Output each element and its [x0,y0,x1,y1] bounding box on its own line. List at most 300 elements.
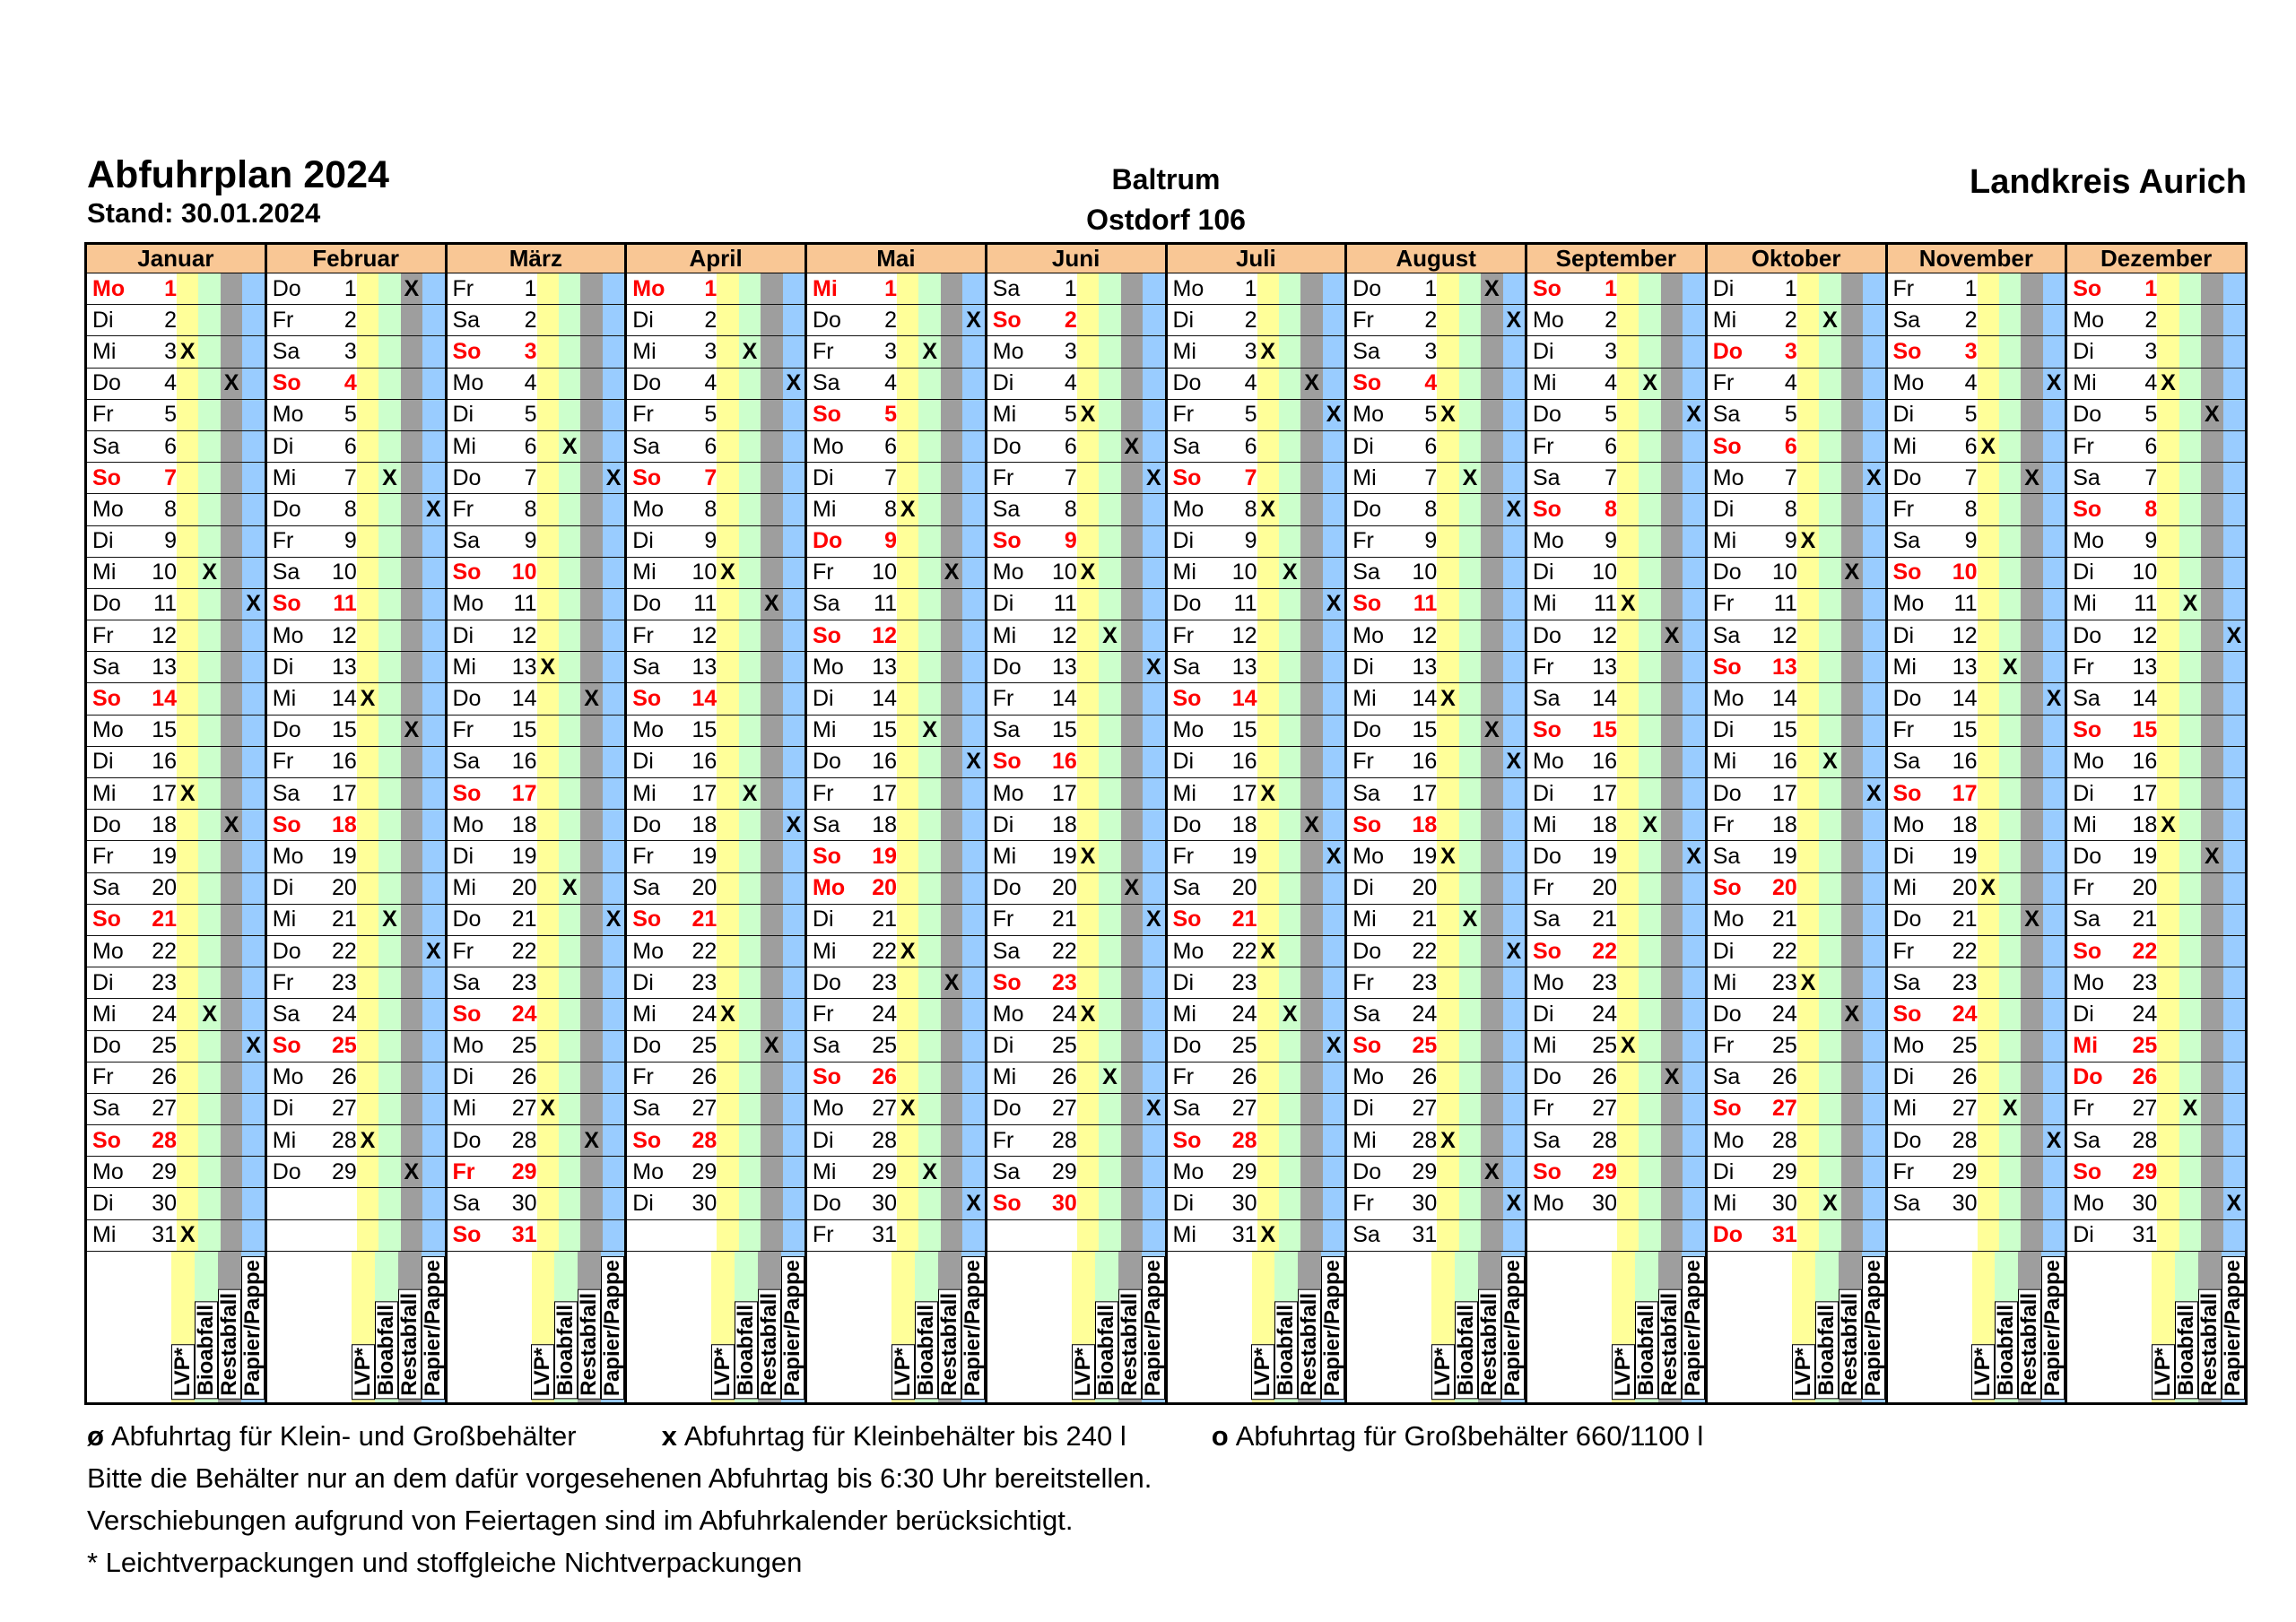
waste-stripe-cell [2043,526,2065,557]
day-row [2067,873,2245,905]
waste-stripe-cell [378,369,400,399]
waste-stripe-cell [537,1157,559,1187]
weekday-label: Sa [1172,433,1201,459]
waste-stripe-cell [1437,336,1458,367]
weekday-label: Mo [1712,906,1744,932]
waste-stripe-cell [1459,652,1481,682]
waste-stripe-cell [2021,273,2042,304]
waste-stripe-cell [242,778,264,809]
waste-stripe-cell [962,494,984,525]
waste-stripe-cell [1661,494,1683,525]
waste-stripe-cell [1279,999,1300,1029]
waste-type-label: LVP* [711,1344,735,1400]
waste-stripe-cell [1459,967,1481,998]
day-number: 23 [511,969,537,995]
waste-stripe-cell [2157,652,2179,682]
collection-mark: X [2002,654,2018,680]
waste-stripe-cell [1300,716,1322,746]
waste-stripe-cell [1639,747,1660,777]
day-row [87,716,265,747]
waste-stripe-cell [1863,558,1884,588]
day-number: 25 [872,1033,897,1059]
waste-stripe-cell [1819,652,1840,682]
waste-stripe-cell [1617,558,1639,588]
waste-stripe-cell [1683,526,1704,557]
collection-mark: X [900,938,916,964]
calendar-table [84,242,2248,1405]
waste-stripe-cell [1077,747,1099,777]
waste-stripe-cell [1121,336,1143,367]
waste-stripe-cell [242,400,264,430]
weekday-label: Sa [1352,338,1380,364]
weekday-label: Mo [632,496,664,522]
day-number: 21 [511,906,537,932]
collection-mark: X [1866,464,1882,490]
day-number: 8 [1424,496,1438,522]
waste-stripe-footer [915,1252,938,1402]
day-number: 25 [511,1033,537,1059]
day-row [1527,936,1705,967]
waste-stripe-cell [1459,526,1481,557]
day-row [807,589,985,620]
day-row [448,273,625,305]
weekday-label: So [1352,591,1382,617]
waste-stripe-cell [1863,336,1884,367]
waste-stripe-cell [2157,1031,2179,1062]
weekday-label: Mo [1533,307,1564,333]
waste-stripe-cell [1999,683,2021,714]
day-row [1888,273,2066,305]
waste-stripe-cell [1999,1125,2021,1156]
waste-stripe-cell [2021,431,2042,462]
day-row [807,716,985,747]
waste-stripe-cell [1459,1031,1481,1062]
waste-stripe-cell [2223,810,2245,840]
waste-stripe-cell [357,683,378,714]
waste-stripe-cell [357,1063,378,1093]
weekday-label: Di [272,433,294,459]
weekday-label: Do [632,370,662,396]
waste-stripe-cell [717,369,738,399]
waste-stripe-cell [580,400,602,430]
day-row [1168,1094,1345,1125]
waste-stripe-cell [739,305,761,335]
day-row [2067,778,2245,810]
waste-stripe-cell [1257,1031,1279,1062]
weekday-label: Mi [813,496,837,522]
waste-stripe-cell [1481,967,1502,998]
day-row [87,1220,265,1252]
day-row [1168,683,1345,715]
waste-stripe-cell [2179,494,2201,525]
waste-stripe-cell [918,716,940,746]
waste-stripe-cell [198,369,220,399]
day-number: 14 [1412,686,1438,712]
weekday-label: Do [1533,1064,1561,1090]
day-number: 11 [1233,591,1257,617]
waste-stripe-cell [1683,1125,1704,1156]
waste-stripe-cell [1797,652,1819,682]
day-number [1945,1220,1978,1251]
waste-stripe-cell [198,620,220,651]
waste-stripe-cell [783,810,804,840]
waste-stripe-cell [2157,999,2179,1029]
day-number: 8 [704,496,718,522]
waste-stripe-cell [1639,936,1660,967]
waste-stripe-cell [2021,1157,2042,1187]
waste-stripe-cell [1143,683,1164,714]
weekday-label: Do [1352,938,1382,964]
day-number: 7 [1244,464,1257,490]
waste-stripe-cell [198,1188,220,1219]
collection-mark: X [1620,1033,1636,1059]
waste-stripe-cell [1077,463,1099,493]
weekday-label: Do [452,906,482,932]
weekday-label: Fr [1172,1064,1195,1090]
day-row [87,747,265,778]
day-row [987,810,1165,841]
day-row [267,494,445,525]
waste-stripe-cell [422,967,444,998]
waste-stripe-cell [897,683,918,714]
day-row [627,369,804,400]
waste-stripe-cell [1077,494,1099,525]
waste-stripe-cell [1143,1188,1164,1219]
day-row [448,778,625,810]
waste-stripe-cell [918,1094,940,1124]
location-address: Ostdorf 106 [1086,203,1246,236]
waste-stripe-cell [1077,810,1099,840]
day-row [627,1094,804,1125]
weekday-label: Do [992,1096,1022,1122]
waste-stripe-cell [1481,716,1502,746]
day-row [807,1220,985,1252]
waste-stripe-cell [1077,967,1099,998]
day-number: 19 [1412,843,1438,869]
weekday-label: Do [1352,1158,1382,1184]
waste-stripe-cell [1459,999,1481,1029]
waste-stripe-cell [1481,526,1502,557]
day-number: 20 [331,875,357,901]
waste-stripe-cell [242,589,264,620]
day-row [267,526,445,558]
waste-stripe-cell [1077,841,1099,872]
waste-stripe-cell [1257,810,1279,840]
day-number: 27 [152,1096,177,1122]
waste-stripe-cell [221,1094,242,1124]
waste-stripe-cell [1099,841,1120,872]
day-number: 7 [2144,464,2158,490]
weekday-label: Sa [1352,1222,1380,1248]
waste-stripe-cell [1279,778,1300,809]
waste-stripe-cell [1683,747,1704,777]
weekday-label: So [992,1191,1022,1217]
waste-stripe-cell [1300,905,1322,935]
waste-stripe-cell [603,999,624,1029]
waste-stripe-cell [378,336,400,367]
waste-stripe-cell [1323,1220,1344,1251]
waste-stripe-cell [761,716,782,746]
day-row [2067,558,2245,589]
day-row [448,716,625,747]
waste-stripe-cell [761,273,782,304]
waste-stripe-cell [761,463,782,493]
weekday-label: Do [1172,1033,1202,1059]
waste-stripe-footer [1274,1252,1298,1402]
day-number: 31 [872,1222,897,1248]
waste-stripe-cell [537,999,559,1029]
day-row [1888,400,2066,431]
waste-stripe-cell [580,336,602,367]
waste-stripe-cell [2157,1063,2179,1093]
day-row [1708,620,1885,652]
waste-stripe-cell [1437,463,1458,493]
waste-stripe-cell [1323,400,1344,430]
waste-stripe-cell [1683,620,1704,651]
waste-stripe-cell [1797,369,1819,399]
waste-stripe-cell [603,841,624,872]
waste-stripe-cell [1143,336,1164,367]
waste-stripe-cell [962,1094,984,1124]
waste-stripe-cell [1143,716,1164,746]
waste-stripe-cell [1503,369,1525,399]
waste-stripe-cell [603,1157,624,1187]
waste-stripe-cell [1797,683,1819,714]
weekday-label: Mi [1352,464,1377,490]
day-number: 12 [152,622,177,648]
waste-stripe-cell [1661,747,1683,777]
day-number: 1 [884,275,897,301]
waste-stripe-cell [962,716,984,746]
day-row [627,526,804,558]
day-number: 4 [1064,370,1077,396]
waste-stripe-cell [1978,683,1999,714]
collection-mark: X [1440,402,1456,428]
waste-stripe-cell [739,620,761,651]
waste-stripe-cell [1797,1157,1819,1187]
waste-stripe-cell [1481,683,1502,714]
waste-stripe-cell [1841,936,1863,967]
waste-stripe-cell [357,716,378,746]
waste-stripe-cell [717,431,738,462]
waste-stripe-cell [357,558,378,588]
day-number: 9 [1244,528,1257,554]
day-row [987,526,1165,558]
waste-stripe-cell [941,589,962,620]
waste-stripe-cell [537,747,559,777]
waste-stripe-cell [401,1188,422,1219]
waste-stripe-cell [1300,1031,1322,1062]
day-row [448,305,625,336]
waste-stripe-cell [2021,589,2042,620]
day-row [2067,1031,2245,1063]
waste-stripe-cell [941,778,962,809]
waste-stripe-cell [1819,1220,1840,1251]
day-number: 12 [331,622,357,648]
month-column-dezember [2067,245,2245,1402]
day-row [987,936,1165,967]
waste-stripe-cell [1481,652,1502,682]
day-number: 23 [1412,969,1438,995]
legend-text: Abfuhrtag für Klein- und Großbehälter [110,1420,577,1452]
day-number: 6 [344,433,357,459]
day-number: 9 [2144,528,2158,554]
day-number: 13 [1592,654,1617,680]
weekday-label: Fr [272,969,294,995]
waste-stripe-cell [357,1157,378,1187]
waste-stripe-cell [1863,589,1884,620]
waste-stripe-cell [1617,716,1639,746]
day-row [1527,716,1705,747]
waste-stripe-cell [2223,905,2245,935]
weekday-label: Sa [1712,402,1741,428]
day-number: 18 [872,811,897,837]
waste-stripe-cell [1639,273,1660,304]
waste-stripe-cell [1481,905,1502,935]
collection-mark: X [922,717,937,743]
day-number: 2 [1244,307,1257,333]
weekday-label: Di [1533,559,1554,585]
waste-stripe-cell [1300,558,1322,588]
day-row [987,873,1165,905]
waste-stripe-cell [422,778,444,809]
waste-stripe-cell [783,778,804,809]
day-row [1708,463,1885,494]
waste-stripe-cell [918,369,940,399]
waste-stripe-cell [242,494,264,525]
collection-mark: X [605,906,622,932]
weekday-label: Mo [92,275,126,301]
waste-stripe-cell [739,1157,761,1187]
month-header: November [1888,245,2066,273]
day-row [987,400,1165,431]
day-row [1888,336,2066,368]
day-row [1888,905,2066,936]
day-number: 14 [1771,686,1797,712]
weekday-label: Mo [1712,1127,1744,1153]
weekday-label: Di [1892,1064,1915,1090]
waste-stripe-cell [1797,936,1819,967]
collection-mark: X [382,464,397,490]
waste-stripe-cell [1841,589,1863,620]
waste-stripe-cell [2179,1125,2201,1156]
waste-stripe-cell [1683,716,1704,746]
collection-mark: X [2205,843,2220,869]
day-row [267,1031,445,1063]
day-number: 20 [872,875,897,901]
waste-stripe-cell [1661,936,1683,967]
waste-stripe-cell [783,336,804,367]
collection-mark: X [764,591,779,617]
waste-stripe-cell [1639,778,1660,809]
collection-mark: X [1102,1064,1118,1090]
waste-stripe-cell [918,1157,940,1187]
waste-stripe-cell [198,1094,220,1124]
waste-stripe-cell [1257,652,1279,682]
waste-stripe-cell [2043,620,2065,651]
day-number: 5 [344,402,357,428]
waste-stripe-cell [422,1125,444,1156]
weekday-label: Mi [1892,1096,1917,1122]
day-number: 14 [511,686,537,712]
waste-stripe-cell [1797,589,1819,620]
waste-stripe-cell [2157,305,2179,335]
label-zone-spacer [627,1252,711,1402]
legend-symbol: o [1211,1420,1229,1452]
weekday-label: So [1712,654,1742,680]
waste-stripe-cell [378,873,400,904]
waste-stripe-cell [422,683,444,714]
waste-stripe-cell [559,683,580,714]
waste-type-label: Bioabfall [735,1301,758,1399]
waste-stripe-cell [2157,463,2179,493]
day-number: 3 [2144,338,2158,364]
collection-mark: X [720,559,735,585]
day-row [807,652,985,683]
waste-stripe-cell [1978,400,1999,430]
waste-stripe-cell [962,526,984,557]
weekday-label: Mi [2073,1033,2099,1059]
weekday-label: Mi [1172,1222,1196,1248]
day-row [1527,1188,1705,1219]
day-number: 9 [1424,528,1438,554]
waste-stripe-cell [761,841,782,872]
day-number: 17 [2132,780,2158,806]
waste-stripe-cell [1481,1031,1502,1062]
waste-stripe-cell [1819,936,1840,967]
waste-stripe-cell [1841,526,1863,557]
day-row [1347,967,1525,999]
waste-stripe-cell [1323,369,1344,399]
waste-stripe-cell [941,841,962,872]
day-number: 30 [1592,1191,1617,1217]
day-number: 21 [1412,906,1438,932]
collection-mark: X [404,275,420,301]
day-number: 17 [1592,780,1617,806]
collection-mark: X [179,338,196,364]
waste-stripe-cell [717,273,738,304]
weekday-label: Mi [1712,528,1737,554]
day-row [1888,1125,2066,1157]
day-number: 16 [1592,749,1617,775]
day-row [2067,589,2245,620]
day-row [1888,778,2066,810]
waste-stripe-cell [717,1125,738,1156]
weekday-label: Do [1172,370,1202,396]
waste-stripe-cell [1437,873,1458,904]
day-row [987,1125,1165,1157]
waste-stripe-cell [378,905,400,935]
weekday-label: Di [452,1064,474,1090]
waste-stripe-cell [897,716,918,746]
day-row [1168,936,1345,967]
waste-stripe-cell [603,747,624,777]
waste-stripe-cell [2201,1063,2222,1093]
day-row [267,905,445,936]
waste-stripe-cell [1617,999,1639,1029]
waste-stripe-cell [1617,1031,1639,1062]
weekday-label: Do [992,875,1022,901]
weekday-label: Do [92,370,121,396]
day-row [1888,967,2066,999]
day-row [1888,1094,2066,1125]
day-number: 20 [152,875,177,901]
day-row [1347,778,1525,810]
weekday-label: Mi [1352,906,1377,932]
waste-stripe-cell [221,1188,242,1219]
waste-stripe-cell [2201,873,2222,904]
waste-stripe-cell [559,1125,580,1156]
